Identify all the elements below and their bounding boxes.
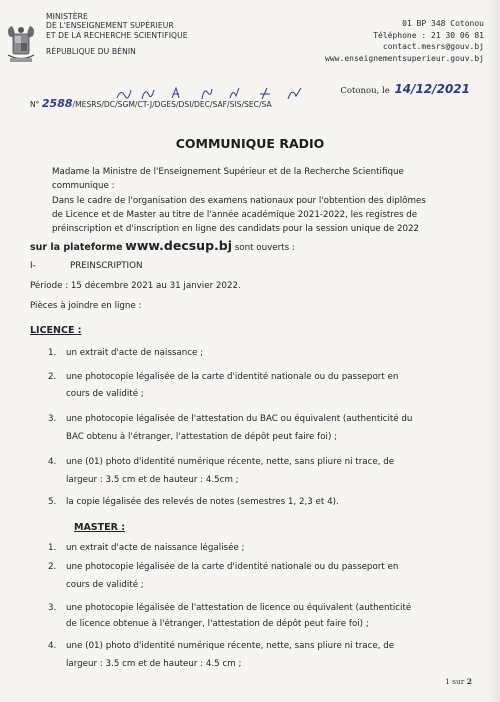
date-value: 14/12/2021: [394, 82, 470, 96]
platform-suffix: sont ouverts :: [234, 243, 295, 253]
website-line: www.enseignementsuperieur.gouv.bj: [325, 53, 484, 63]
ref-prefix: N°: [30, 100, 40, 109]
list-item-cont: largeur : 3.5 cm et de hauteur : 4.5 cm ;: [66, 659, 242, 669]
reference-number: [30, 97, 272, 110]
list-item-cont: largeur : 3.5 cm et de hauteur : 4.5cm ;: [66, 475, 239, 485]
list-item: 4. une (01) photo d'identité numérique récente, nette, sans pliure ni trace, de: [48, 457, 395, 467]
scan-shadow: [486, 0, 500, 702]
section-heading: [30, 261, 142, 271]
list-item-cont: cours de validité ;: [66, 580, 144, 590]
platform-label: sur la plateforme: [30, 242, 123, 253]
phone-line: Téléphone : 21 30 06 81: [373, 30, 484, 40]
date-line: [340, 82, 470, 96]
document-title: COMMUNIQUE RADIO: [175, 136, 325, 151]
ref-codes: /MESRS/DC/SGM/CT-J/DGES/DSI/DEC/SAF/SIS/SEC/SA: [72, 100, 272, 109]
pieces-line: Pièces à joindre en ligne :: [30, 301, 142, 311]
master-heading: MASTER :: [74, 522, 126, 533]
intro-line: communique :: [52, 181, 115, 191]
list-item: 3. une photocopie légalisée de l'attestation de licence ou équivalent (authenticité: [48, 603, 412, 613]
list-item-cont: cours de validité ;: [66, 389, 144, 399]
ministry-line: RÉPUBLIQUE DU BÉNIN: [46, 47, 136, 57]
ministry-line: ET DE LA RECHERCHE SCIENTIFIQUE: [46, 30, 188, 40]
email-line: contact.mesrs@gouv.bj: [382, 42, 484, 51]
ministry-line: DE L'ENSEIGNEMENT SUPÉRIEUR: [46, 21, 174, 31]
list-item: 1. un extrait d'acte de naissance ;: [48, 348, 204, 358]
page-number: 1 sur 2: [444, 677, 472, 686]
intro-line: Dans le cadre de l'organisation des examens nationaux pour l'obtention des diplômes: [52, 196, 426, 206]
list-item: 2. une photocopie légalisée de la carte d'identité nationale ou du passeport en: [48, 562, 399, 572]
coat-of-arms-icon: [4, 22, 38, 68]
licence-heading: LICENCE :: [30, 325, 82, 336]
list-item: 1. un extrait d'acte de naissance légalisée ;: [48, 543, 245, 553]
section-title: PREINSCRIPTION: [70, 261, 143, 271]
intro-line: de Licence et de Master au titre de l'année académique 2021-2022, les registres de: [52, 210, 418, 220]
section-numeral: I-: [30, 261, 36, 271]
intro-line: Madame la Ministre de l'Enseignement Supérieur et de la Recherche Scientifique: [52, 167, 404, 177]
ministry-block: [46, 12, 188, 57]
platform-line: [30, 238, 295, 253]
intro-line: préinscription et d'inscription en ligne des candidats pour la session unique de 2022: [52, 224, 420, 234]
contact-block: [325, 18, 484, 64]
address-line: 01 BP 348 Cotonou: [402, 19, 484, 28]
list-item: 3. une photocopie légalisée de l'attestation du BAC ou équivalent (authenticité du: [48, 414, 413, 424]
list-item-cont: de licence obtenue à l'étranger, l'attestation de dépôt peut faire foi) ;: [66, 619, 369, 629]
ref-number: 2588: [41, 97, 73, 110]
list-item: 5. la copie légalisée des relevés de notes (semestres 1, 2,3 et 4).: [48, 497, 339, 507]
ministry-line: MINISTÈRE: [46, 12, 88, 21]
list-item: 2. une photocopie légalisée de la carte d'identité nationale ou du passeport en: [48, 372, 399, 382]
platform-link[interactable]: www.decsup.bj: [125, 238, 232, 253]
period-line: Période : 15 décembre 2021 au 31 janvier 2022.: [30, 281, 241, 291]
list-item-cont: BAC obtenu à l'étranger, l'attestation de dépôt peut faire foi) ;: [66, 432, 338, 442]
date-prefix: Cotonou, le: [340, 86, 390, 96]
list-item: 4. une (01) photo d'identité numérique récente, nette, sans pliure ni trace, de: [48, 641, 395, 651]
